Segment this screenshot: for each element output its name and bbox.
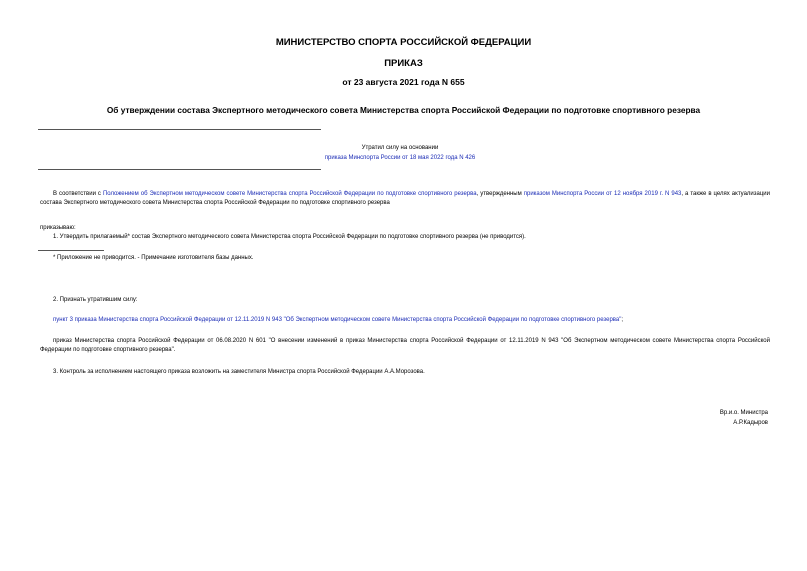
item-2-order: приказ Министерства спорта Российской Федерации от 06.08.2020 N 601 "О внесении изменений в приказ Министерства спорта Российской Федерации от 12.11.2019 N 943 "Об Экспертном методическом совете Министерства спорта Российской Федерации по подготовке спортивного резерва". <box>40 338 770 353</box>
preamble-paragraph: В соответствии с Положением об Экспертном методическом совете Министерства спорта Российской Федерации по подготовке спортивного резерва, утвержденным приказом Минспорта России от 12 ноября 2019 г. N 943, а также в целях актуализации состава Экспертного методического совета Министерства спорта Российской Федерации по подготовке спортивного резерва <box>40 191 770 206</box>
regulation-link[interactable]: Положением об Экспертном методическом совете Министерства спорта Российской Федерации по подготовке спортивного резерва <box>102 191 477 197</box>
item-1: 1. Утвердить прилагаемый* состав Экспертного методического совета Министерства спорта Российской Федерации по подготовке спортивного резерва (не приводится). <box>53 234 526 240</box>
status-rule-bottom <box>38 169 321 170</box>
status-rule-top <box>38 129 321 130</box>
signature-position: Вр.и.о. Министра <box>719 410 768 416</box>
repeal-order-link[interactable]: приказа Минспорта России от 18 мая 2022 года N 426 <box>324 155 476 161</box>
document-title: Об утверждении состава Экспертного методического совета Министерства спорта Российской Федерации по подготовке спортивного резерва <box>106 105 701 115</box>
item-2-point: пункт 3 приказа Министерства спорта Российской Федерации от 12.11.2019 N 943 "Об Экспертном методическом совете Министерства спорта Российской Федерации по подготовке спортивного резерва"; <box>53 317 624 323</box>
order-943-link[interactable]: приказом Минспорта России от 12 ноября 2019 г. N 943 <box>523 191 682 197</box>
item-2: 2. Признать утратившим силу: <box>53 297 138 303</box>
ministry-heading: МИНИСТЕРСТВО СПОРТА РОССИЙСКОЙ ФЕДЕРАЦИИ <box>275 37 532 48</box>
document-date-number: от 23 августа 2021 года N 655 <box>342 77 465 87</box>
footnote-rule <box>38 250 104 251</box>
status-note <box>300 155 500 161</box>
item-3: 3. Контроль за исполнением настоящего приказа возложить на заместителя Министра спорта Российской Федерации А.А.Морозова. <box>53 369 425 375</box>
footnote: * Приложение не приводится. - Примечание изготовителя базы данных. <box>53 255 254 261</box>
signature-name: А.Р.Кадыров <box>733 420 768 426</box>
repealed-point-link[interactable]: пункт 3 приказа Министерства спорта Российской Федерации от 12.11.2019 N 943 "Об Экспертном методическом совете Министерства спорта Российской Федерации по подготовке спортивного резерва" <box>53 317 622 323</box>
order-word: приказываю: <box>40 225 76 231</box>
document-type: ПРИКАЗ <box>384 58 423 69</box>
status-note-text: Утратил силу на основании <box>361 145 439 151</box>
